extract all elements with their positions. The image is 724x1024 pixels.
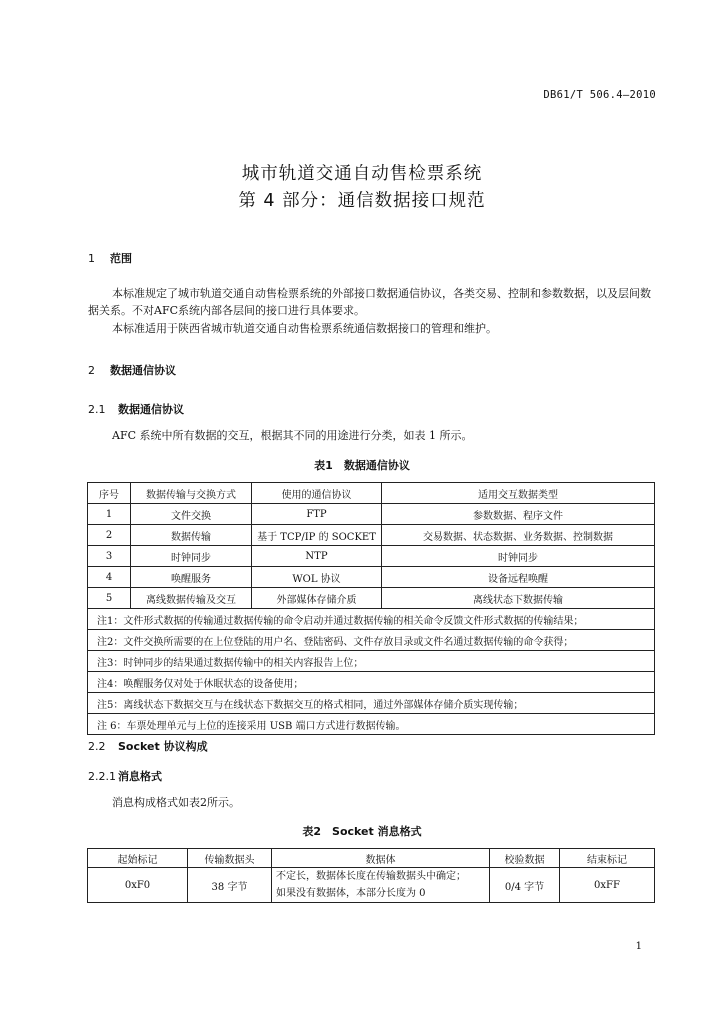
table-note: 注3：时钟同步的结果通过数据传输中的相关内容报告上位； (88, 651, 655, 672)
section-2-2-title: Socket 协议构成 (118, 740, 208, 753)
table-cell: 0xF0 (88, 868, 188, 903)
table-cell: 基于 TCP/IP 的 SOCKET (252, 525, 382, 546)
table-row (88, 588, 655, 609)
table-cell: 时钟同步 (382, 546, 655, 567)
section-2-1-number: 2.1 (88, 403, 106, 416)
table-note-row (88, 651, 655, 672)
section-2-2-1-number: 2.2.1 (88, 770, 116, 783)
section-1-number: 1 (88, 252, 95, 265)
table-note: 注1：文件形式数据的传输通过数据传输的命令启动并通过数据传输的相关命令反馈文件形式数据的传输结果； (88, 609, 655, 630)
table-cell: 时钟同步 (131, 546, 252, 567)
section-2-number: 2 (88, 364, 95, 377)
table-cell: 外部媒体存储介质 (252, 588, 382, 609)
table-2-header-cell: 数据体 (272, 849, 490, 868)
table-2-header-cell: 结束标记 (560, 849, 655, 868)
table-cell: 交易数据、状态数据、业务数据、控制数据 (382, 525, 655, 546)
table-cell: 数据传输 (131, 525, 252, 546)
table-1-header-cell: 使用的通信协议 (252, 483, 382, 504)
table-cell: 唤醒服务 (131, 567, 252, 588)
table-1-header-cell: 序号 (88, 483, 131, 504)
standard-code: DB61/T 506.4—2010 (543, 89, 656, 101)
table-cell: 文件交换 (131, 504, 252, 525)
table-row (88, 504, 655, 525)
section-2-heading (88, 362, 176, 378)
table-cell: NTP (252, 546, 382, 567)
table-cell: 5 (88, 588, 131, 609)
table-note: 注4：唤醒服务仅对处于休眠状态的设备使用； (88, 672, 655, 693)
table-cell: 参数数据、程序文件 (382, 504, 655, 525)
table-note-row (88, 672, 655, 693)
table-note: 注 6：车票处理单元与上位的连接采用 USB 端口方式进行数据传输。 (88, 714, 655, 735)
section-1-paragraph-2: 本标准适用于陕西省城市轨道交通自动售检票系统通信数据接口的管理和维护。 (112, 322, 497, 335)
page-number: 1 (635, 941, 642, 952)
section-2-1-paragraph: AFC 系统中所有数据的交互，根据其不同的用途进行分类，如表 1 所示。 (112, 429, 473, 442)
table-2-header-row (88, 849, 655, 868)
section-2-1-heading (88, 401, 184, 417)
table-cell: 38 字节 (188, 868, 272, 903)
table-2 (87, 848, 655, 903)
table-2-caption: 表2 Socket 消息格式 (302, 825, 422, 838)
table-row (88, 546, 655, 567)
table-1-caption: 表1 数据通信协议 (314, 459, 410, 472)
table-1 (87, 482, 655, 735)
table-cell-line: 不定长，数据体长度在传输数据头中确定； (276, 871, 466, 882)
table-cell: 0/4 字节 (490, 868, 560, 903)
section-2-title: 数据通信协议 (110, 364, 176, 377)
section-1-paragraph-1: 本标准规定了城市轨道交通自动售检票系统的外部接口数据通信协议，各类交易、控制和参数数据，以及层间数据关系。不对AFC系统内部各层间的接口进行具体要求。 (88, 287, 651, 317)
table-cell: WOL 协议 (252, 567, 382, 588)
table-2-header-cell: 传输数据头 (188, 849, 272, 868)
table-1-header-row (88, 483, 655, 504)
section-1-heading (88, 250, 132, 266)
table-cell: 0xFF (560, 868, 655, 903)
section-2-2-1-title: 消息格式 (118, 770, 162, 783)
table-cell: 设备远程唤醒 (382, 567, 655, 588)
table-cell: 1 (88, 504, 131, 525)
section-2-2-1-heading (88, 768, 162, 784)
table-note-row (88, 630, 655, 651)
section-2-2-heading (88, 738, 208, 754)
table-cell: 3 (88, 546, 131, 567)
section-2-2-number: 2.2 (88, 740, 106, 753)
table-cell (272, 868, 490, 903)
table-cell: 离线数据传输及交互 (131, 588, 252, 609)
section-1-title: 范围 (110, 252, 132, 265)
document-title-line1: 城市轨道交通自动售检票系统 (241, 164, 483, 184)
section-2-2-1-paragraph: 消息构成格式如表2所示。 (112, 796, 240, 809)
table-1-header-cell: 数据传输与交换方式 (131, 483, 252, 504)
table-note-row (88, 609, 655, 630)
table-cell: 4 (88, 567, 131, 588)
table-2-header-cell: 校验数据 (490, 849, 560, 868)
table-cell: FTP (252, 504, 382, 525)
table-row (88, 868, 655, 903)
table-row (88, 525, 655, 546)
table-note: 注2：文件交换所需要的在上位登陆的用户名、登陆密码、文件存放目录或文件名通过数据传输的命令获得； (88, 630, 655, 651)
table-note-row (88, 693, 655, 714)
table-2-header-cell: 起始标记 (88, 849, 188, 868)
table-cell: 离线状态下数据传输 (382, 588, 655, 609)
table-row (88, 567, 655, 588)
table-cell: 2 (88, 525, 131, 546)
table-1-header-cell: 适用交互数据类型 (382, 483, 655, 504)
table-note-row (88, 714, 655, 735)
table-note: 注5：离线状态下数据交互与在线状态下数据交互的格式相同，通过外部媒体存储介质实现传输； (88, 693, 655, 714)
document-title-line2: 第 4 部分：通信数据接口规范 (238, 191, 486, 211)
table-cell-line: 如果没有数据体，本部分长度为 0 (276, 888, 426, 899)
section-2-1-title: 数据通信协议 (118, 403, 184, 416)
